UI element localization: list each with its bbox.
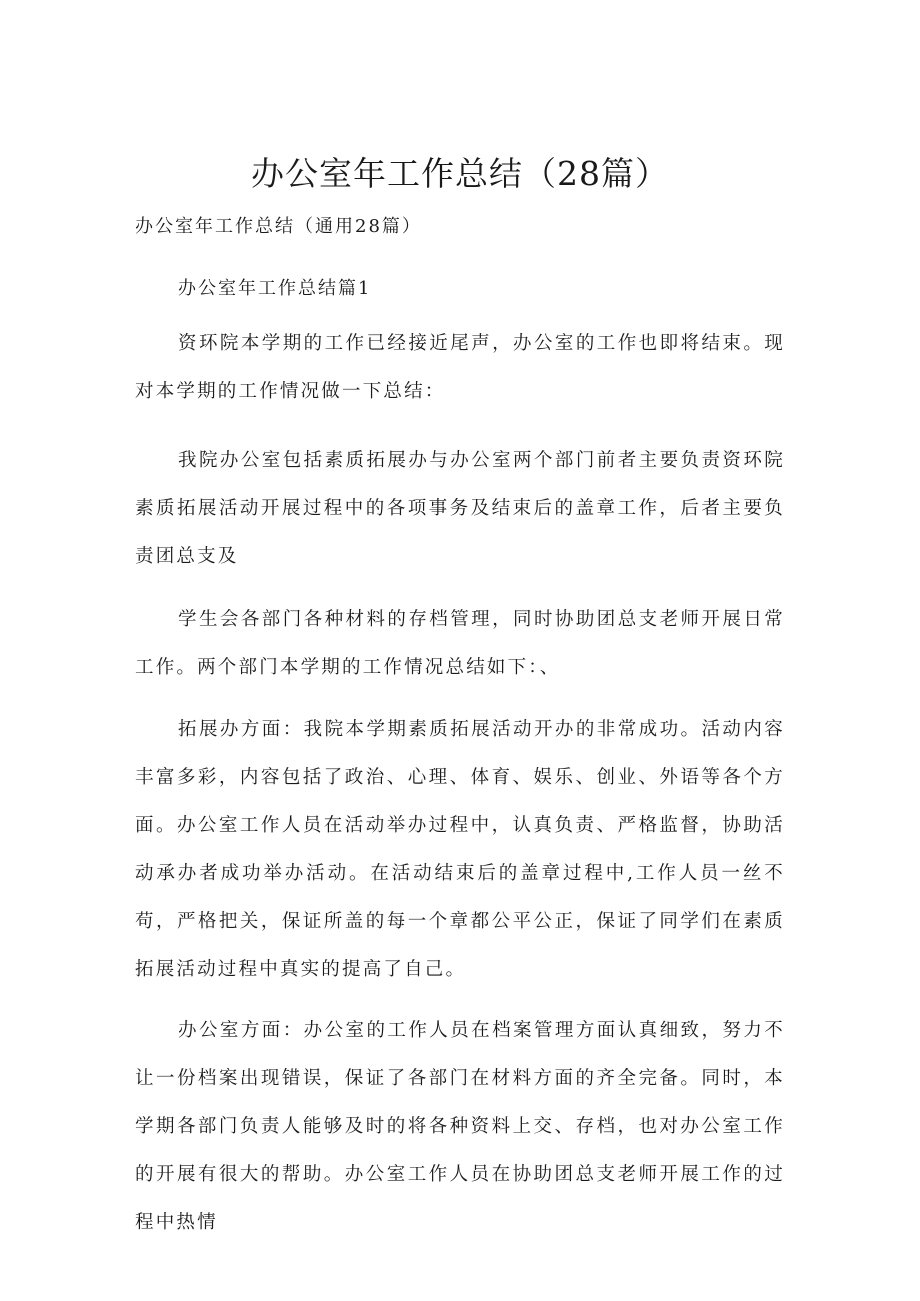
paragraph: 办公室方面：办公室的工作人员在档案管理方面认真细致，努力不让一份档案出现错误，保证了各部门在材料方面的齐全完备。同时，本学期各部门负责人能够及时的将各种资料上交、存档，也对办公室工作的开展有很大的帮助。办公室工作人员在协助团总支老师开展工作的过程中热情 — [135, 1020, 785, 1233]
paragraph: 拓展办方面：我院本学期素质拓展活动开办的非常成功。活动内容丰富多彩，内容包括了政治、心理、体育、娱乐、创业、外语等各个方面。办公室工作人员在活动举办过程中，认真负责、严格监督，协助活动承办者成功举办活动。在活动结束后的盖章过程中,工作人员一丝不苟，严格把关，保证所盖的每一个章都公平公正，保证了同学们在素质拓展活动过程中真实的提高了自己。 — [135, 719, 785, 980]
paragraph: 学生会各部门各种材料的存档管理，同时协助团总支老师开展日常工作。两个部门本学期的工作情况总结如下：、 — [135, 609, 785, 678]
section-heading: 办公室年工作总结篇1 — [178, 278, 372, 299]
paragraph: 资环院本学期的工作已经接近尾声，办公室的工作也即将结束。现对本学期的工作情况做一下总结： — [135, 333, 785, 402]
document-title: 办公室年工作总结（28篇） — [251, 154, 669, 193]
document-subtitle: 办公室年工作总结（通用28篇） — [135, 216, 422, 237]
paragraph: 我院办公室包括素质拓展办与办公室两个部门前者主要负责资环院素质拓展活动开展过程中的各项事务及结束后的盖章工作，后者主要负责团总支及 — [135, 450, 785, 567]
